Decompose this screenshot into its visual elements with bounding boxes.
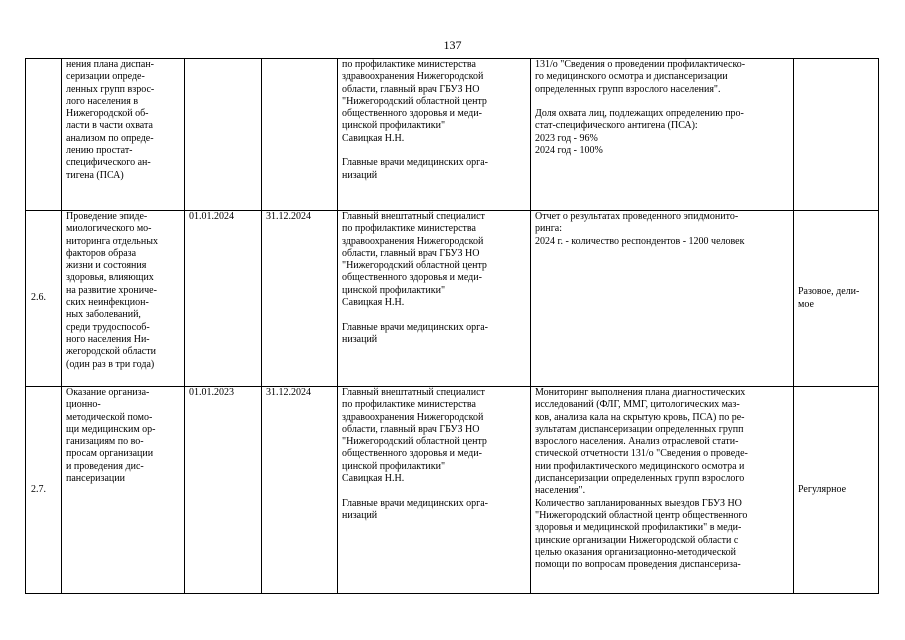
plan-table [25,58,879,594]
expected-result: Отчет о результатах проведенного эпидмонито- ринга: 2024 г. - количество респондентов - 1200 человек [531,211,794,387]
event-description: нения плана диспан- серизации опреде- ленных групп взрос- лого населения в Нижегородской об- ласти в части охвата анализом по опреде- лению простат- специфического ан- тигена (ПСА) [62,59,185,211]
responsible-persons: Главный внештатный специалист по профилактике министерства здравоохранения Нижегородской области, главный врач ГБУЗ НО "Нижегородский областной центр общественного здоровья и меди- цинской профилактики" Савицкая Н.Н. Главные врачи медицинских орга- низаций [338,387,531,594]
table-row [26,387,879,594]
expected-result: 131/о "Сведения о проведении профилактическо- го медицинского осмотра и диспансеризации определенных групп взрослого населения". Доля охвата лиц, подлежащих определению про- стат-специфического антигена (ПСА): 2023 год - 96% 2024 год - 100% [531,59,794,211]
expected-result: Мониторинг выполнения плана диагностических исследований (ФЛГ, ММГ, цитологических маз- ков, анализа кала на скрытую кровь, ПСА) по ре- зультатам диспансеризации определенных групп взрослого населения. Анализ отраслевой стати- стической отчетности 131/о "Сведения о проведе- нии профилактического медицинского осмотра и диспансеризации определенных групп взрослого населения". Количество запланированных выездов ГБУЗ НО "Нижегородский областной центр общественного здоровья и медицинской профилактики" в меди- цинские организации Нижегородской области с целью оказания организационно-методической помощи по вопросам проведения диспансериза- [531,387,794,594]
responsible-persons: по профилактике министерства здравоохранения Нижегородской области, главный врач ГБУЗ НО "Нижегородский областной центр общественного здоровья и меди- цинской профилактики" Савицкая Н.Н. Главные врачи медицинских орга- низаций [338,59,531,211]
end-date: 31.12.2024 [262,387,338,594]
responsible-persons: Главный внештатный специалист по профилактике министерства здравоохранения Нижегородской области, главный врач ГБУЗ НО "Нижегородский областной центр общественного здоровья и меди- цинской профилактики" Савицкая Н.Н. Главные врачи медицинских орга- низаций [338,211,531,387]
row-number: 2.6. [26,211,62,387]
table-row [26,211,879,387]
periodicity: Разовое, дели- мое [794,211,879,387]
row-number: 2.7. [26,387,62,594]
periodicity [794,59,879,211]
start-date [185,59,262,211]
start-date: 01.01.2023 [185,387,262,594]
event-description: Оказание организа- ционно- методической помо- щи медицинским ор- ганизациям по во- просам организации и проведения дис- пансеризации [62,387,185,594]
periodicity: Регулярное [794,387,879,594]
start-date: 01.01.2024 [185,211,262,387]
table-row [26,59,879,211]
event-description: Проведение эпиде- миологического мо- ниторинга отдельных факторов образа жизни и состояния здоровья, влияющих на развитие хрониче- ских неинфекцион- ных заболеваний, среди трудоспособ- ного населения Ни- жегородской области (один раз в три года) [62,211,185,387]
page-number: 137 [443,38,462,52]
end-date [262,59,338,211]
row-number [26,59,62,211]
end-date: 31.12.2024 [262,211,338,387]
